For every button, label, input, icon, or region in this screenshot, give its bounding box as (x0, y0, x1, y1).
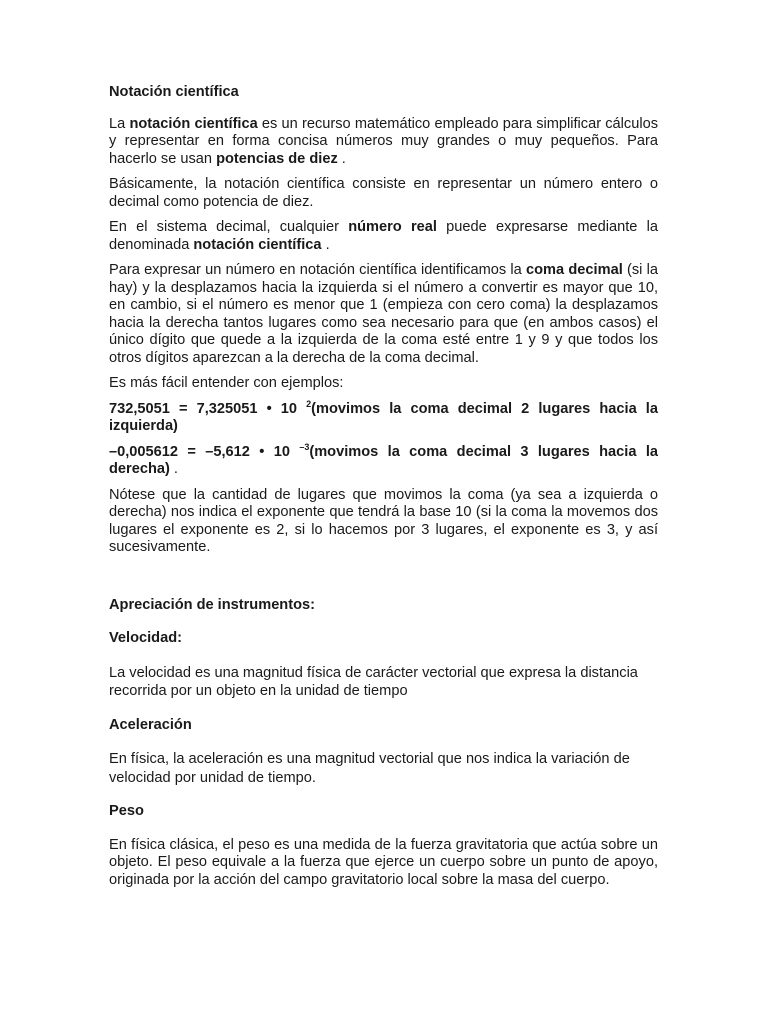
bold-term: coma decimal (526, 262, 623, 278)
example-1 (109, 398, 658, 436)
text-run: . (169, 461, 178, 477)
example-exponent: –3 (299, 441, 310, 452)
paragraph-definition (109, 116, 658, 169)
heading-notacion-cientifica: Notación científica (109, 84, 239, 100)
page-content (109, 84, 658, 897)
heading-aceleracion: Aceleración (109, 716, 192, 733)
example-explanation: (movimos la coma decimal 3 lugares hacia la derecha) (109, 443, 658, 477)
paragraph-aceleracion: En física, la aceleración es una magnitud vectorial que nos indica la variación de velocidad por unidad de tiempo. (109, 751, 630, 786)
text-run: es un recurso matemático empleado para simplificar cálculos y representar en forma concisa números muy grandes o muy pequeños. Para hacerlo se usan (109, 115, 658, 167)
text-run: La (109, 115, 130, 132)
text-run: Para expresar un número en notación científica identificamos la (109, 262, 527, 278)
heading-apreciacion-instrumentos: Apreciación de instrumentos: (109, 596, 315, 613)
paragraph-decimal-system (109, 219, 658, 254)
text-run: En el sistema decimal, cualquier (109, 219, 349, 235)
text-run: puede expresarse mediante la denominada (109, 219, 659, 253)
paragraph-basics: Básicamente, la notación científica consiste en representar un número entero o decimal como potencia de diez. (109, 176, 658, 210)
text-run: (si la hay) y la desplazamos hacia la izquierda si el número a convertir es mayor que 10, en cambio, si el número es menor que 1 (empieza con cero coma) la desplazamos hacia la derecha tantos lugares como sea necesario para que (en ambos casos) el único dígito que quede a la izquierda de la coma esté entre 1 y 9 y que todos los otros dígitos aparezcan a la derecha de la coma decimal. (109, 262, 658, 366)
paragraph-procedure (109, 262, 658, 367)
text-run: . (321, 236, 330, 253)
bold-term: potencias de diez (216, 150, 338, 167)
example-expression: –0,005612 = –5,612 • 10 (109, 443, 300, 460)
heading-velocidad: Velocidad: (109, 630, 182, 646)
bold-term: número real (348, 219, 437, 235)
example-exponent: 2 (306, 398, 312, 409)
paragraph-velocidad: La velocidad es una magnitud física de carácter vectorial que expresa la distancia recorrida por un objeto en la unidad de tiempo (109, 664, 638, 699)
paragraph-examples-intro: Es más fácil entender con ejemplos: (109, 375, 344, 391)
paragraph-peso: En física clásica, el peso es una medida de la fuerza gravitatoria que actúa sobre un objeto. El peso equivale a la fuerza que ejerce un cuerpo sobre un punto de apoyo, originada por la acción del campo gravitatorio local sobre la masa del cuerpo. (109, 836, 658, 888)
text-run: . (337, 150, 346, 167)
bold-term: notación científica (129, 115, 258, 132)
example-explanation: (movimos la coma decimal 2 lugares hacia la izquierda) (109, 400, 658, 434)
paragraph-exponent-note: Nótese que la cantidad de lugares que movimos la coma (ya sea a izquierda o derecha) nos indica el exponente que tendrá la base 10 (si la coma la movemos dos lugares el exponente es 2, si lo hacemos por 3 lugares, el exponente es 3, y así sucesivamente. (109, 486, 658, 555)
heading-peso: Peso (109, 803, 144, 819)
section-spacer (109, 565, 658, 597)
example-expression: 732,5051 = 7,325051 • 10 (109, 400, 307, 417)
example-2 (109, 441, 658, 479)
bold-term: notación científica (193, 236, 322, 253)
